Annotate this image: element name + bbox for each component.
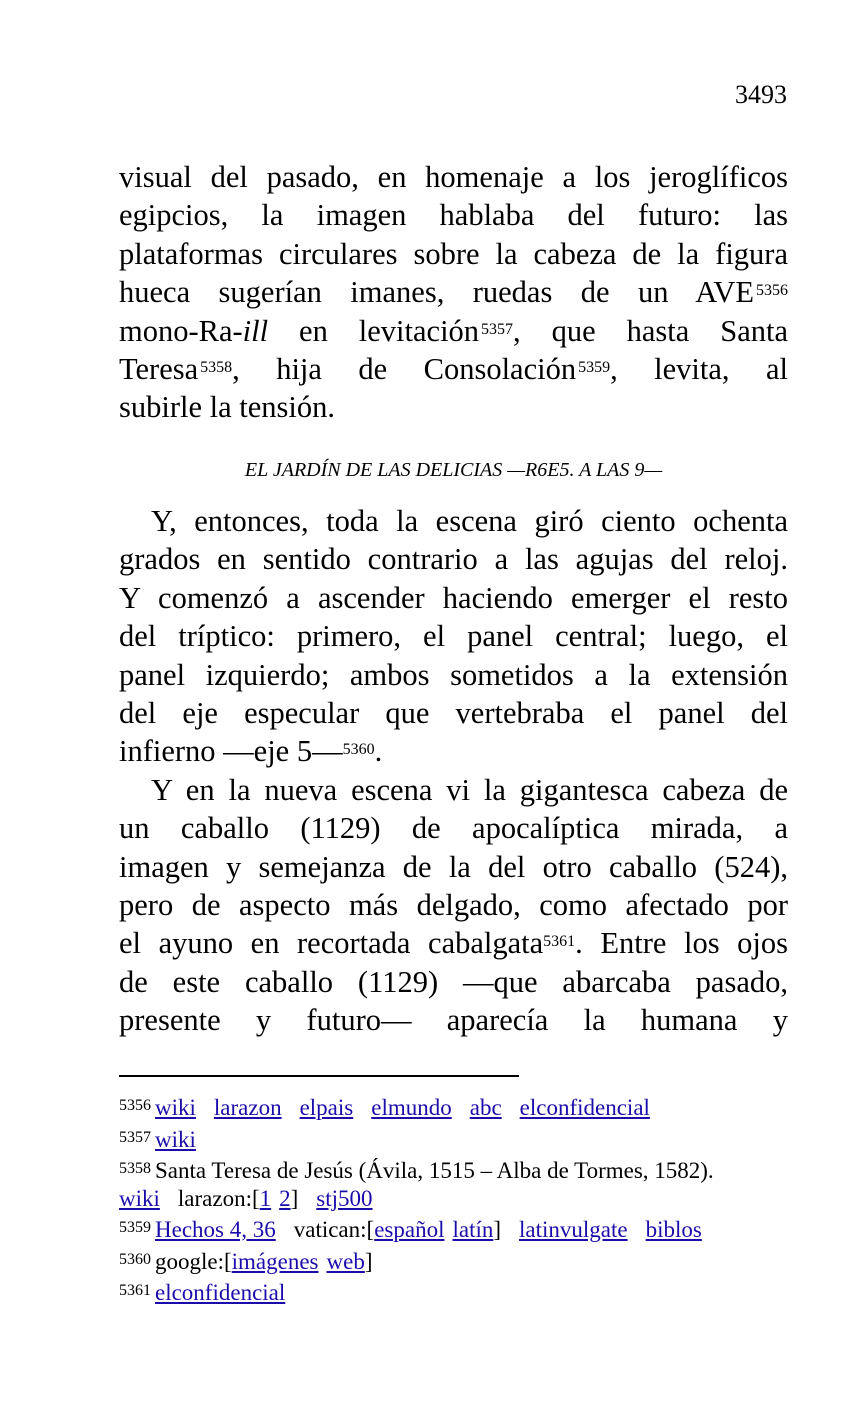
section-title: EL JARDÍN DE LAS DELICIAS —R6E5. A LAS 9— [244, 459, 663, 481]
text-segment: , hija de Consolación [232, 352, 577, 387]
footnote-number: 5360 [119, 1250, 151, 1268]
page-number: 3493 [735, 80, 787, 109]
link-wiki[interactable]: wiki [155, 1126, 196, 1152]
text-line: pero de aspecto más delgado, como afectado por [119, 888, 788, 923]
text-line: Y en la nueva escena vi la gigantesca cabeza de [151, 772, 788, 807]
text-line [119, 350, 788, 388]
footnote-text: Santa Teresa de Jesús (Ávila, 1515 – Alba de Tormes, 1582). [155, 1158, 714, 1183]
text-line: plataformas circulares sobre la cabeza de la figura [119, 236, 788, 271]
footnote-ref[interactable]: 5360 [342, 741, 375, 759]
bracket-close: ] [493, 1217, 502, 1242]
text-line: egipcios, la imagen hablaba del futuro: las [119, 198, 788, 233]
link-larazon-1[interactable]: 1 [259, 1185, 272, 1211]
text-line: de este caballo (1129) —que abarcaba pasado, [119, 964, 788, 999]
text-segment: Teresa [119, 352, 199, 387]
footnote-number: 5359 [119, 1219, 151, 1236]
link-elpais[interactable]: elpais [299, 1095, 354, 1120]
text-line: Y comenzó a ascender haciendo emerger el resto [119, 580, 788, 615]
footnote-number: 5358 [119, 1160, 151, 1177]
footnote-5359 [119, 1214, 819, 1246]
footnote-divider [119, 1075, 519, 1077]
link-latinvulgate[interactable]: latinvulgate [519, 1217, 628, 1242]
link-imagenes[interactable]: imágenes [231, 1248, 319, 1274]
link-larazon[interactable]: larazon [213, 1095, 282, 1120]
footnote-5356 [119, 1092, 819, 1124]
footnote-ref[interactable]: 5358 [200, 359, 233, 377]
footnote-5360 [119, 1246, 819, 1278]
footnote-number: 5357 [119, 1128, 151, 1146]
bracket-close: ] [364, 1248, 373, 1274]
google-label: google:[ [155, 1248, 232, 1274]
text-segment: , que hasta Santa [513, 313, 788, 348]
text-segment: . [374, 734, 383, 769]
text-line: imagen y semejanza de la del otro caballo (524), [119, 849, 788, 884]
paragraph-2 [119, 502, 788, 1040]
link-wiki[interactable]: wiki [155, 1095, 196, 1120]
text-line [119, 732, 788, 770]
text-line [119, 273, 788, 311]
text-line: subirle la tensión. [119, 390, 336, 425]
text-line: del eje especular que vertebraba el panel del [119, 696, 788, 731]
text-line: un caballo (1129) de apocalíptica mirada, a [119, 811, 788, 846]
text-segment: infierno —eje 5— [119, 734, 343, 769]
text-line: del tríptico: primero, el panel central; luego, el [119, 619, 788, 654]
text-line: visual del pasado, en homenaje a los jeroglíficos [119, 160, 788, 194]
text-line [119, 924, 788, 962]
larazon-label: larazon:[ [177, 1185, 260, 1211]
link-latin[interactable]: latín [452, 1217, 494, 1242]
footnote-number: 5361 [119, 1282, 151, 1299]
link-elconfidencial[interactable]: elconfidencial [155, 1280, 286, 1305]
text-line: grados en sentido contrario a las agujas del reloj. [119, 542, 788, 577]
footnote-5358-links [119, 1183, 819, 1215]
footnote-5357 [119, 1124, 819, 1156]
bracket-close: ] [290, 1185, 299, 1211]
footnote-5361 [119, 1277, 819, 1309]
text-segment: hueca sugerían imanes, ruedas de un AVE [119, 275, 754, 310]
text-segment: en levitación [268, 313, 480, 348]
text-line [119, 312, 788, 350]
link-espanol[interactable]: español [374, 1217, 445, 1242]
text-line: Y, entonces, toda la escena giró ciento ochenta [151, 504, 788, 538]
vatican-label: vatican:[ [293, 1217, 375, 1242]
footnote-number: 5356 [119, 1097, 151, 1114]
footnote-ref[interactable]: 5357 [481, 320, 514, 338]
text-segment: . Entre los ojos [575, 926, 788, 961]
link-abc[interactable]: abc [469, 1095, 502, 1120]
footnotes [119, 1092, 819, 1309]
link-stj500[interactable]: stj500 [316, 1185, 373, 1211]
italic-text: ill [242, 313, 269, 348]
link-biblos[interactable]: biblos [645, 1217, 702, 1242]
link-hechos[interactable]: Hechos 4, 36 [155, 1217, 276, 1242]
link-wiki[interactable]: wiki [119, 1185, 160, 1211]
paragraph-1 [119, 158, 788, 427]
link-elconfidencial[interactable]: elconfidencial [519, 1095, 650, 1120]
footnote-ref[interactable]: 5359 [578, 359, 611, 377]
text-line: panel izquierdo; ambos sometidos a la extensión [119, 657, 788, 692]
link-larazon-2[interactable]: 2 [279, 1185, 291, 1211]
text-segment: el ayuno en recortada cabalgata [119, 926, 544, 961]
text-segment: mono-Ra- [119, 313, 243, 348]
text-segment: , levita, al [610, 352, 788, 387]
link-web[interactable]: web [326, 1248, 365, 1274]
text-line: presente y futuro— aparecía la humana y [119, 1003, 788, 1038]
link-elmundo[interactable]: elmundo [371, 1095, 452, 1120]
footnote-ref[interactable]: 5356 [756, 282, 788, 300]
footnote-ref[interactable]: 5361 [543, 933, 576, 951]
